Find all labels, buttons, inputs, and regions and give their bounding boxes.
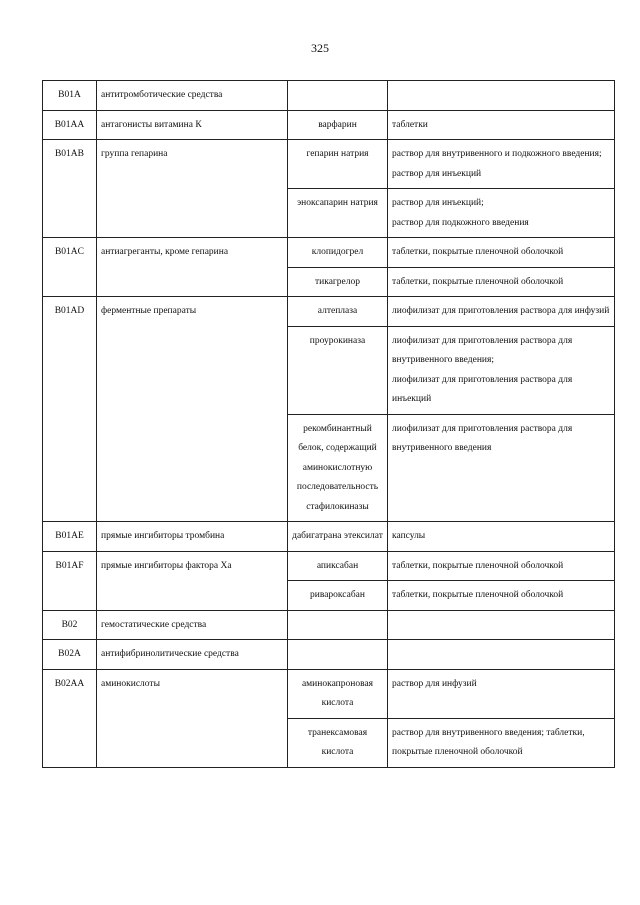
drug-name-cell [288, 297, 388, 327]
dosage-form-cell [388, 414, 615, 522]
dosage-form-cell [388, 238, 615, 268]
table-row [43, 238, 615, 268]
dosage-form: раствор для инъекций; [392, 198, 484, 208]
group-name-cell: антиагреганты, кроме гепарина [97, 238, 288, 297]
dosage-form: лиофилизат для приготовления раствора для внутривенного введения [392, 423, 573, 453]
drug-name: гепарин натрия [306, 149, 369, 159]
dosage-form: раствор для подкожного введения [392, 217, 529, 228]
dosage-form: раствор для внутривенного введения; таблетки, покрытые пленочной оболочкой [392, 727, 585, 757]
drug-name-cell [288, 238, 388, 268]
drug-name-cell [288, 669, 388, 718]
dosage-form: раствор для инъекций [392, 168, 482, 179]
dosage-form-cell [388, 581, 615, 611]
atc-code-cell: B01AB [43, 140, 97, 238]
table-row [43, 522, 615, 552]
dosage-form: лиофилизат для приготовления раствора для внутривенного введения; [392, 335, 573, 365]
drug-name: тикагрелор [314, 276, 361, 287]
drug-name-cell [288, 81, 388, 111]
group-name-cell: прямые ингибиторы фактора Ха [97, 551, 288, 610]
table-row [43, 110, 615, 140]
dosage-form: раствор для внутривенного и подкожного введения; [392, 149, 602, 159]
dosage-form-cell [388, 640, 615, 670]
table-row [43, 297, 615, 327]
atc-code-cell: B01AD [43, 297, 97, 522]
dosage-form-cell [388, 110, 615, 140]
group-name-cell: антифибринолитические средства [97, 640, 288, 670]
table-row [43, 669, 615, 718]
dosage-form: таблетки, покрытые пленочной оболочкой [392, 560, 564, 571]
dosage-form-cell [388, 718, 615, 767]
drug-name-cell [288, 267, 388, 297]
drug-name: алтеплаза [317, 306, 358, 316]
page-number: 325 [311, 41, 329, 55]
drug-name-cell [288, 640, 388, 670]
drug-name: аминокапроновая кислота [301, 678, 374, 708]
dosage-form-cell [388, 267, 615, 297]
dosage-form: таблетки, покрытые пленочной оболочкой [392, 247, 564, 257]
dosage-form: таблетки [392, 119, 428, 130]
drug-name: дабигатрана этексилат [292, 531, 383, 541]
dosage-form: лиофилизат для приготовления раствора для инъекций [392, 374, 573, 404]
drug-name: апиксабан [316, 560, 359, 571]
group-name-cell: гемостатические средства [97, 610, 288, 640]
drug-name: рекомбинантный белок, содержащий аминокислотную последовательность стафилокиназы [296, 423, 379, 512]
dosage-form-cell [388, 610, 615, 640]
drug-name-cell [288, 326, 388, 414]
drug-name-cell [288, 110, 388, 140]
dosage-form-cell [388, 326, 615, 414]
dosage-form-cell [388, 669, 615, 718]
atc-code-cell: B02AA [43, 669, 97, 767]
table-row [43, 551, 615, 581]
group-name-cell: ферментные препараты [97, 297, 288, 522]
drug-name: варфарин [318, 119, 357, 130]
drug-name: эноксапарин натрия [297, 198, 378, 208]
drug-name: проурокиназа [309, 335, 366, 346]
table-row [43, 81, 615, 111]
dosage-form-cell [388, 140, 615, 189]
drug-name-cell [288, 610, 388, 640]
atc-code-cell: B01AE [43, 522, 97, 552]
dosage-form: таблетки, покрытые пленочной оболочкой [392, 276, 564, 287]
group-name-cell: прямые ингибиторы тромбина [97, 522, 288, 552]
atc-code-cell: B01A [43, 81, 97, 111]
group-name-cell: антагонисты витамина К [97, 110, 288, 140]
dosage-form: лиофилизат для приготовления раствора для инфузий [392, 306, 610, 316]
group-name-cell: группа гепарина [97, 140, 288, 238]
dosage-form-cell [388, 81, 615, 111]
group-name-cell: антитромботические средства [97, 81, 288, 111]
table-body [43, 81, 615, 768]
atc-drug-table [42, 80, 615, 768]
dosage-form-cell [388, 551, 615, 581]
atc-code-cell: B02A [43, 640, 97, 670]
drug-name-cell [288, 140, 388, 189]
drug-name: клопидогрел [311, 247, 364, 257]
drug-name-cell [288, 718, 388, 767]
drug-name: ривароксабан [310, 590, 365, 600]
drug-name-cell [288, 581, 388, 611]
table-row [43, 640, 615, 670]
dosage-form-cell [388, 297, 615, 327]
drug-name: транексамовая кислота [307, 727, 368, 757]
dosage-form: раствор для инфузий [392, 678, 477, 689]
drug-name-cell [288, 414, 388, 522]
drug-name-cell [288, 551, 388, 581]
table-row [43, 610, 615, 640]
atc-code-cell: B01AA [43, 110, 97, 140]
table-row [43, 140, 615, 189]
atc-code-cell: B01AC [43, 238, 97, 297]
dosage-form-cell [388, 189, 615, 238]
drug-name-cell [288, 189, 388, 238]
atc-code-cell: B02 [43, 610, 97, 640]
atc-code-cell: B01AF [43, 551, 97, 610]
dosage-form: таблетки, покрытые пленочной оболочкой [392, 590, 564, 600]
group-name-cell: аминокислоты [97, 669, 288, 767]
dosage-form: капсулы [392, 531, 426, 541]
dosage-form-cell [388, 522, 615, 552]
drug-name-cell [288, 522, 388, 552]
